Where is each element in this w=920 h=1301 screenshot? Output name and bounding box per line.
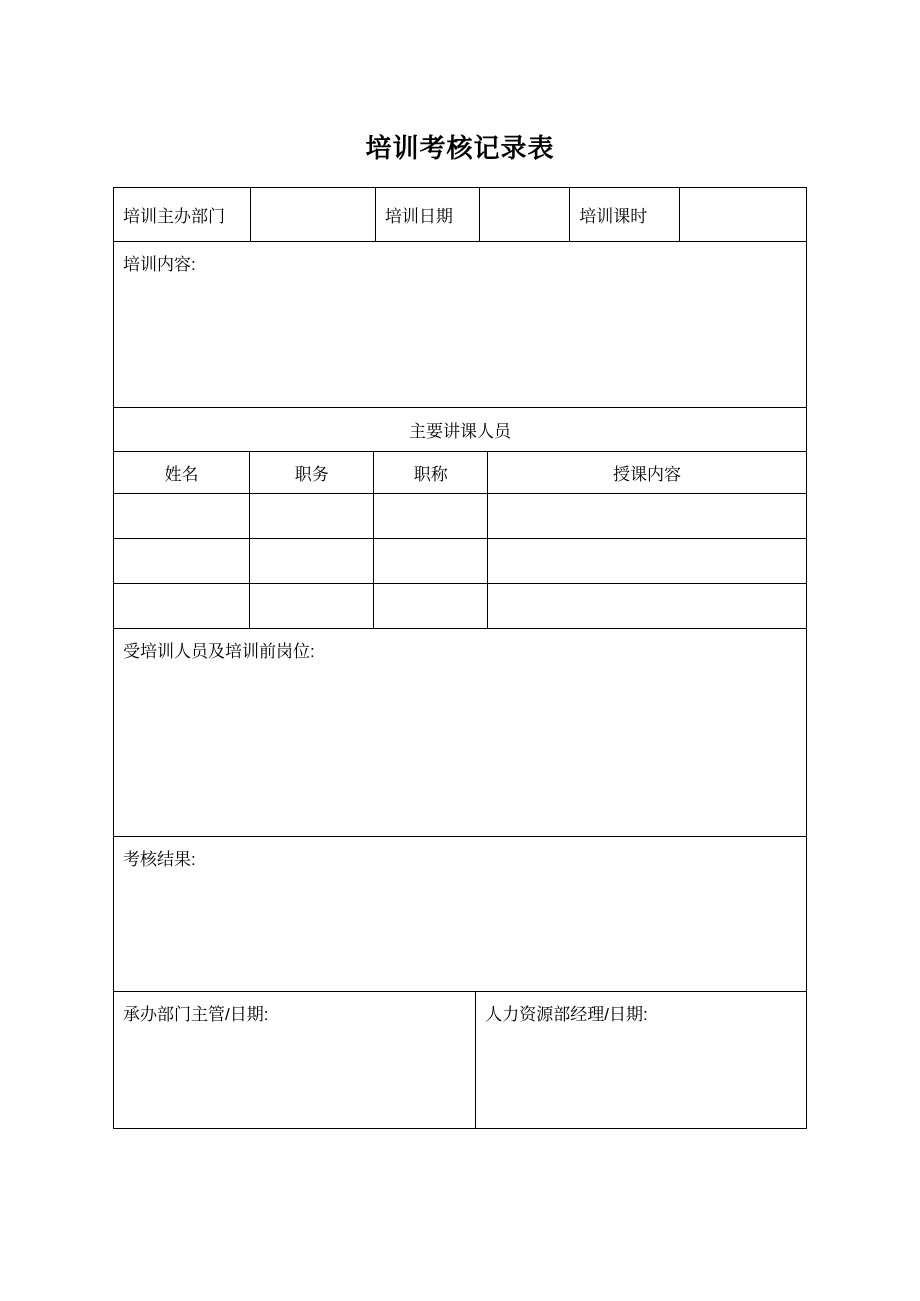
lecturer-name-cell[interactable] — [114, 494, 249, 538]
col-header-teaching-content: 授课内容 — [487, 452, 806, 493]
training-content-row — [114, 241, 806, 407]
date-label: 培训日期 — [375, 188, 479, 241]
training-record-form-table — [113, 187, 807, 1129]
col-header-title: 职称 — [373, 452, 486, 493]
trainees-cell[interactable] — [114, 629, 806, 836]
lecturer-position-cell[interactable] — [249, 539, 374, 583]
lecturer-name-cell[interactable] — [114, 539, 249, 583]
lecturer-position-cell[interactable] — [249, 494, 374, 538]
training-content-cell[interactable] — [114, 242, 806, 407]
lecturer-name-cell[interactable] — [114, 584, 249, 628]
lecturer-position-cell[interactable] — [249, 584, 374, 628]
training-content-label: 培训内容: — [123, 255, 196, 274]
lecturer-content-cell[interactable] — [487, 539, 806, 583]
col-header-name: 姓名 — [164, 465, 199, 484]
form-header-row — [114, 188, 806, 241]
lecturer-columns-row — [114, 451, 806, 493]
lecturers-section-title: 主要讲课人员 — [409, 422, 511, 441]
lecturer-row — [114, 493, 806, 538]
trainees-row — [114, 628, 806, 836]
signature-dept-supervisor-label: 承办部门主管/日期: — [123, 1005, 269, 1024]
lecturer-row — [114, 583, 806, 628]
dept-label: 培训主办部门 — [123, 207, 225, 226]
col-header-position: 职务 — [249, 452, 374, 493]
lecturer-title-cell[interactable] — [373, 494, 486, 538]
signatures-row — [114, 991, 806, 1128]
assessment-result-cell[interactable] — [114, 837, 806, 991]
hours-value-cell[interactable] — [679, 188, 806, 241]
hours-label: 培训课时 — [569, 188, 679, 241]
lecturer-content-cell[interactable] — [487, 494, 806, 538]
signature-hr-manager-cell[interactable] — [475, 992, 806, 1128]
lecturers-section-row — [114, 407, 806, 451]
lecturer-content-cell[interactable] — [487, 584, 806, 628]
lecturer-row — [114, 538, 806, 583]
lecturer-title-cell[interactable] — [373, 584, 486, 628]
dept-value-cell[interactable] — [250, 188, 375, 241]
assessment-result-row — [114, 836, 806, 991]
signature-dept-supervisor-cell[interactable] — [114, 992, 475, 1128]
page-title: 培训考核记录表 — [365, 133, 555, 163]
lecturer-title-cell[interactable] — [373, 539, 486, 583]
signature-hr-manager-label: 人力资源部经理/日期: — [485, 1005, 648, 1024]
trainees-label: 受培训人员及培训前岗位: — [123, 642, 315, 661]
assessment-result-label: 考核结果: — [123, 850, 196, 869]
date-value-cell[interactable] — [479, 188, 569, 241]
